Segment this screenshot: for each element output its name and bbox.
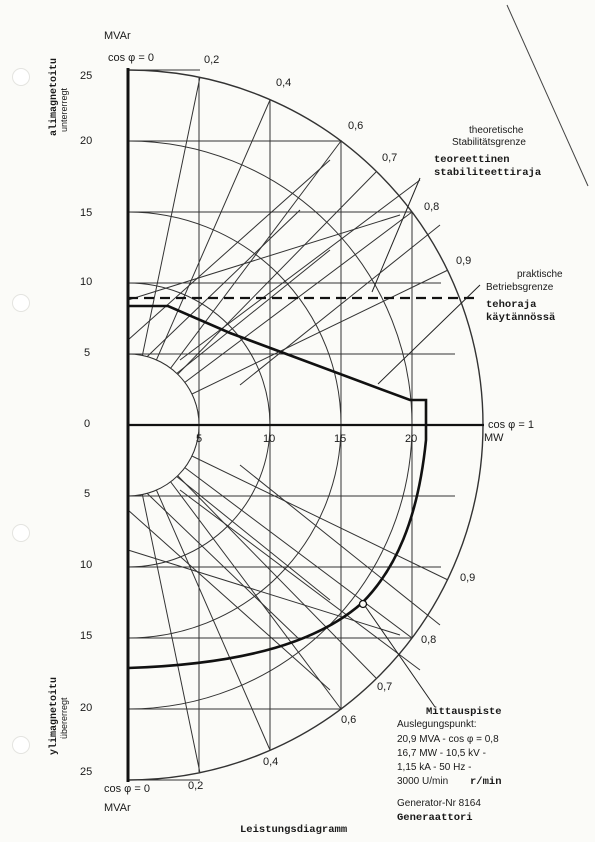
generator-label-fi: Generaattori bbox=[397, 812, 473, 824]
y-tick-zero: 0 bbox=[84, 418, 91, 430]
cos-label: 0,4 bbox=[276, 77, 292, 89]
cos-label: 0,6 bbox=[341, 714, 357, 726]
practical-limit-curve bbox=[128, 306, 426, 668]
design-point-title-fi: Mittauspiste bbox=[426, 706, 502, 718]
y-unit-top: MVAr bbox=[104, 30, 131, 42]
theoretical-label-de: theoretische bbox=[469, 125, 524, 136]
y-unit-bottom: MVAr bbox=[104, 802, 131, 814]
design-point-unit-fi: r/min bbox=[470, 776, 502, 788]
design-point-marker bbox=[360, 601, 367, 608]
x-tick: 5 bbox=[196, 433, 203, 445]
x-tick: 10 bbox=[263, 433, 276, 445]
cos-label: 0,8 bbox=[421, 634, 437, 646]
practical-label-de: Betriebsgrenze bbox=[486, 282, 554, 293]
x-unit: MW bbox=[484, 432, 504, 444]
practical-label-fi: tehoraja bbox=[486, 299, 537, 311]
design-point-line: 1,15 kA - 50 Hz - bbox=[397, 762, 472, 773]
x-tick: 15 bbox=[334, 433, 347, 445]
design-point-title-de: Auslegungspunkt: bbox=[397, 719, 477, 730]
y-tick: 25 bbox=[80, 70, 93, 82]
theoretical-label-fi: teoreettinen bbox=[434, 154, 510, 166]
y-tick: 10 bbox=[80, 559, 93, 571]
cos-label: 0,7 bbox=[377, 681, 393, 693]
y-tick: 15 bbox=[80, 207, 93, 219]
footer-caption: Leistungsdiagramm bbox=[240, 824, 348, 836]
cos-label: 0,2 bbox=[188, 780, 204, 792]
y-tick: 5 bbox=[84, 488, 91, 500]
axes bbox=[128, 68, 484, 782]
side-label-upper-fi: alimagnetoitu bbox=[49, 57, 60, 136]
x-tick: 20 bbox=[405, 433, 418, 445]
practical-label-de: praktische bbox=[517, 269, 563, 280]
generator-label-de: Generator-Nr 8164 bbox=[397, 798, 481, 809]
page-edge-line bbox=[507, 5, 588, 186]
design-point-line: 20,9 MVA - cos φ = 0,8 bbox=[397, 734, 499, 745]
cos-label: cos φ = 1 bbox=[488, 419, 534, 431]
cos-label: cos φ = 0 bbox=[108, 52, 154, 64]
y-tick: 5 bbox=[84, 347, 91, 359]
side-label-lower-fi: ylimagnetoitu bbox=[49, 676, 60, 755]
side-label-upper-de: untererregt bbox=[59, 87, 69, 132]
cos-label: cos φ = 0 bbox=[104, 783, 150, 795]
cos-label: 0,8 bbox=[424, 201, 440, 213]
design-point-line: 16,7 MW - 10,5 kV - bbox=[397, 748, 486, 759]
y-tick: 25 bbox=[80, 766, 93, 778]
cos-label: 0,9 bbox=[456, 255, 472, 267]
stability-line bbox=[128, 475, 300, 640]
leader-theoretical bbox=[372, 178, 420, 292]
y-tick: 20 bbox=[80, 135, 93, 147]
cos-label: 0,6 bbox=[348, 120, 364, 132]
leader-practical bbox=[378, 285, 480, 384]
cos-label: 0,4 bbox=[263, 756, 279, 768]
y-tick: 15 bbox=[80, 630, 93, 642]
cos-label: 0,7 bbox=[382, 152, 398, 164]
theoretical-label-de: Stabilitätsgrenze bbox=[452, 137, 526, 148]
cos-label: 0,9 bbox=[460, 572, 476, 584]
practical-label-fi: käytännössä bbox=[486, 312, 556, 324]
y-tick: 10 bbox=[80, 276, 93, 288]
y-tick: 20 bbox=[80, 702, 93, 714]
side-label-lower-de: übererregt bbox=[59, 697, 69, 739]
design-point-line: 3000 U/min bbox=[397, 776, 449, 787]
cos-label: 0,2 bbox=[204, 54, 220, 66]
theoretical-label-fi: stabiliteettiraja bbox=[434, 167, 542, 179]
